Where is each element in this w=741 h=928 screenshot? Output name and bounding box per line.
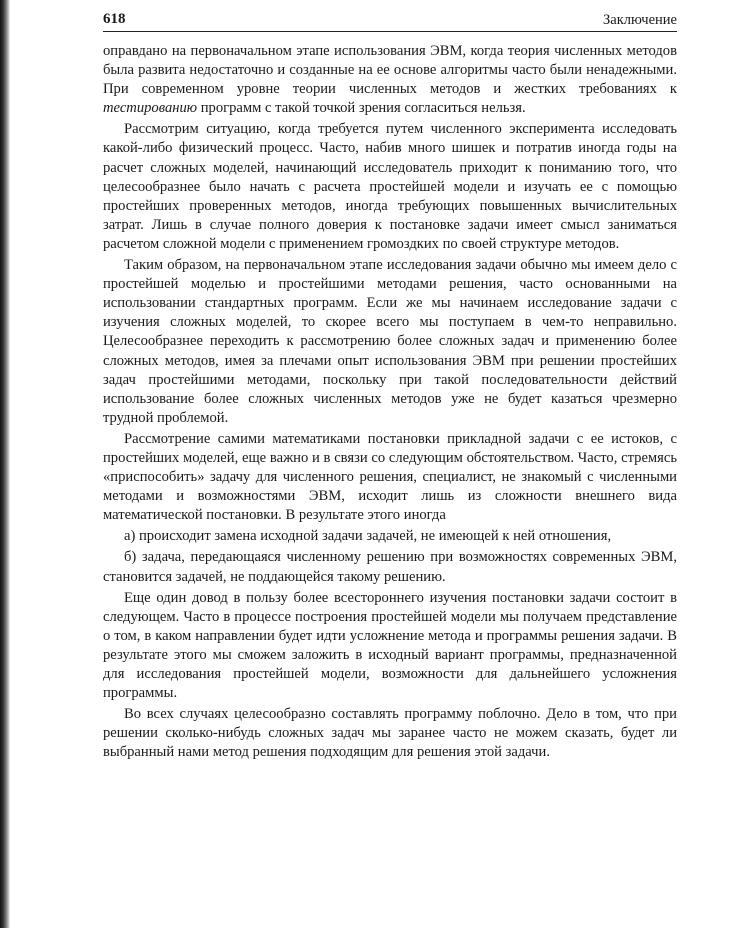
page-number: 618 <box>103 11 126 27</box>
page-header <box>103 11 677 32</box>
paragraph: Во всех случаях целесообразно составлять программу поблочно. Дело в том, что при решении сколько-нибудь сложных задач мы заранее часто не можем сказать, будет ли выбранный нами метод решения подходящим для решения этой задачи. <box>103 706 677 761</box>
paragraph-continuation <box>103 42 677 118</box>
paragraph: Таким образом, на первоначальном этапе исследования задачи обычно мы имеем дело с простейшей моделью и простейшими методами решения, часто основанными на использовании стандартных программ. Если же мы начинаем исследование задачи с изучения сложных моделей, то скорее всего мы поступаем в чем-то неправильно. Целесообразнее переходить к рассмотрению более сложных задач и применению более сложных методов, имея за плечами опыт использования ЭВМ при решении простейших задач простейшими методами, поскольку при такой последовательности действий использование более сложных численных методов уже не будет казаться чрезмерно трудной проблемой. <box>103 257 677 426</box>
paragraph: Рассмотрение самими математиками постановки прикладной задачи с ее истоков, с простейших моделей, еще важно и в связи со следующим обстоятельством. Часто, стремясь «приспособить» задачу для численного решения, специалист, не знакомый с численными методами и возможностями ЭВМ, исходит лишь из сложности внешнего вида математической постановки. В результате этого иногда <box>103 430 677 524</box>
paragraph-text: программ с такой точкой зрения согласиться нельзя. <box>197 100 526 117</box>
list-item-a: а) происходит замена исходной задачи задачей, не имеющей к ней отношения, <box>124 528 612 545</box>
list-item-b: б) задача, передающаяся численному решению при возможностях современных ЭВМ, становится задачей, не поддающейся такому решению. <box>103 549 677 585</box>
book-spine-shadow <box>0 0 10 928</box>
emphasized-term: тестированию <box>103 100 198 117</box>
paragraph: Рассмотрим ситуацию, когда требуется путем численного эксперимента исследовать какой-либо физический процесс. Часто, набив много шишек и потратив иногда годы на расчет сложных моделей, начинающий исследователь приходит к пониманию того, что целесообразнее было начать с расчета простейшей модели и изучать ее с помощью простейших проверенных методов, иногда требующих повышенных вычислительных затрат. Лишь в случае полного доверия к постановке задачи имеет смысл заниматься расчетом сложной модели с применением громоздких по своей структуре методов. <box>103 121 677 252</box>
paragraph-text: оправдано на первоначальном этапе использования ЭВМ, когда теория численных методов была развита недостаточно и созданные на ее основе алгоритмы часто были ненадежными. При современном уровне теории численных методов и жестких требованиях к <box>103 43 677 98</box>
paragraph: Еще один довод в пользу более всестороннего изучения постановки задачи состоит в следующем. Часто в процессе построения простейшей модели мы получаем представление о том, в каком направлении будет идти усложнение метода и программы решения задачи. В результате этого мы сможем заложить в исходный вариант программы, предназначенной для исследования простейшей модели, возможности для дальнейшего усложнения программы. <box>103 589 677 702</box>
page-body <box>103 42 677 762</box>
running-head: Заключение <box>603 12 677 28</box>
